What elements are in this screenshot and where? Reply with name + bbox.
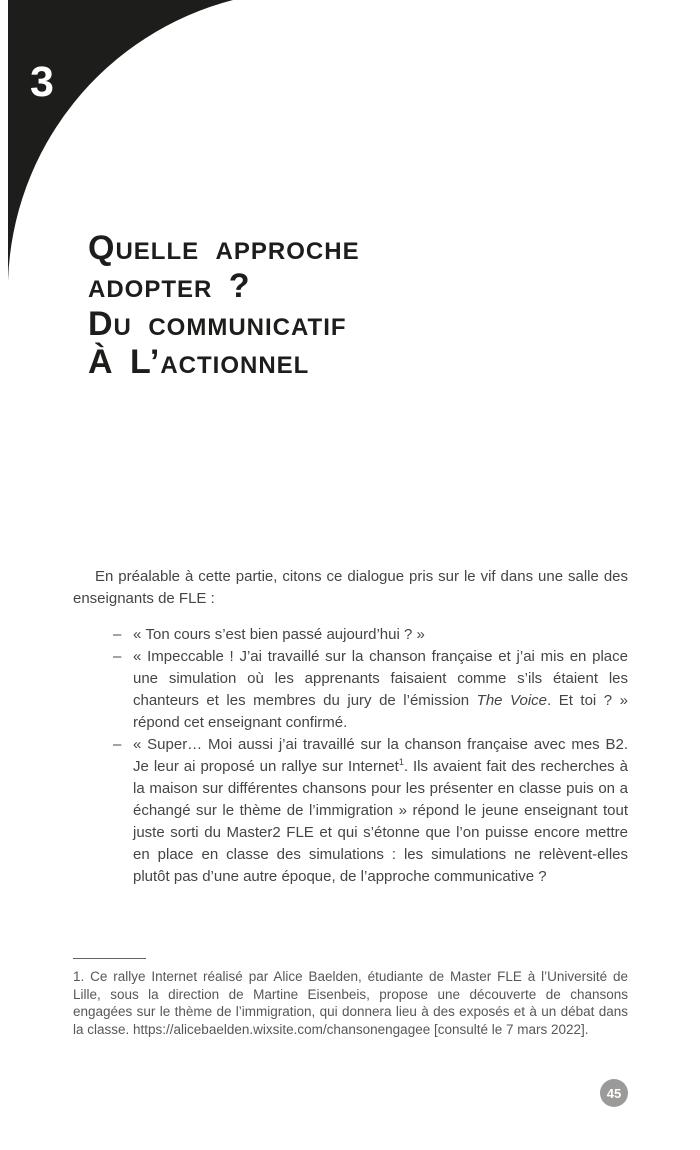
footnote-text: 1. Ce rallye Internet réalisé par Alice Baelden, étudiante de Master FLE à l’Université de Lille, sous la direction de Martine Eisenbeis, propose une découverte de chansons engagées sur le thème de l’immigration, qui donnera lieu à des exposés et à un débat dans la classe. https://alicebaelden.wixsite.com/chansonengagee [consulté le 7 mars 2022].	[73, 969, 628, 1037]
chapter-number: 3	[30, 58, 54, 106]
dialogue-segment-normal: « Ton cours s’est bien passé aujourd’hui ? »	[133, 626, 425, 643]
dialogue-dash: –	[113, 648, 122, 665]
chapter-title-line: Quelle approche	[88, 229, 360, 267]
dialogue-segment-sup: 1	[398, 757, 404, 767]
chapter-title-line: adopter ?	[88, 267, 251, 305]
chapter-title	[88, 229, 360, 381]
dialogue-dash: –	[113, 736, 122, 753]
dialogue-segment-normal: . Ils avaient fait des recherches à la maison sur différentes chansons pour les présenter en classe puis on a échangé sur le thème de l’immigration » répond le jeune enseignant tout juste sorti du Master2 FLE et qui s’étonne que l’on puisse encore mettre en place en classe des simulations : les simulations ne relèvent-elles plutôt pas d’une autre époque, de l’approche communicative ?	[133, 758, 628, 885]
dialogue-item	[73, 646, 628, 734]
dialogue-segment-normal: . Et toi ? » répond cet enseignant confirmé.	[133, 692, 628, 731]
dialogue-segment-normal: « Super… Moi aussi j’ai travaillé sur la chanson française avec mes B2. Je leur ai proposé un rallye sur Internet	[133, 736, 628, 775]
dialogue-segment-italic: The Voice	[476, 692, 548, 709]
page-number: 45	[606, 1085, 622, 1101]
dialogue-item	[73, 734, 628, 888]
intro-paragraph: En préalable à cette partie, citons ce dialogue pris sur le vif dans une salle des enseignants de FLE :	[73, 568, 628, 607]
footnote-block	[73, 958, 628, 1038]
chapter-title-line: Du communicatif	[88, 305, 347, 343]
chapter-title-line: À L’actionnel	[88, 343, 310, 381]
dialogue-list	[73, 624, 628, 888]
dialogue-item	[73, 624, 628, 646]
dialogue-segment-normal: « Impeccable ! J’ai travaillé sur la chanson française et j’ai mis en place une simulation où les apprenants faisaient comme s’ils étaient les chanteurs et les membres du jury de l’émission	[133, 648, 628, 709]
dialogue-dash: –	[113, 626, 122, 643]
footnote-separator	[73, 958, 146, 959]
page-number-badge	[600, 1079, 628, 1107]
body-text-column	[73, 566, 628, 888]
